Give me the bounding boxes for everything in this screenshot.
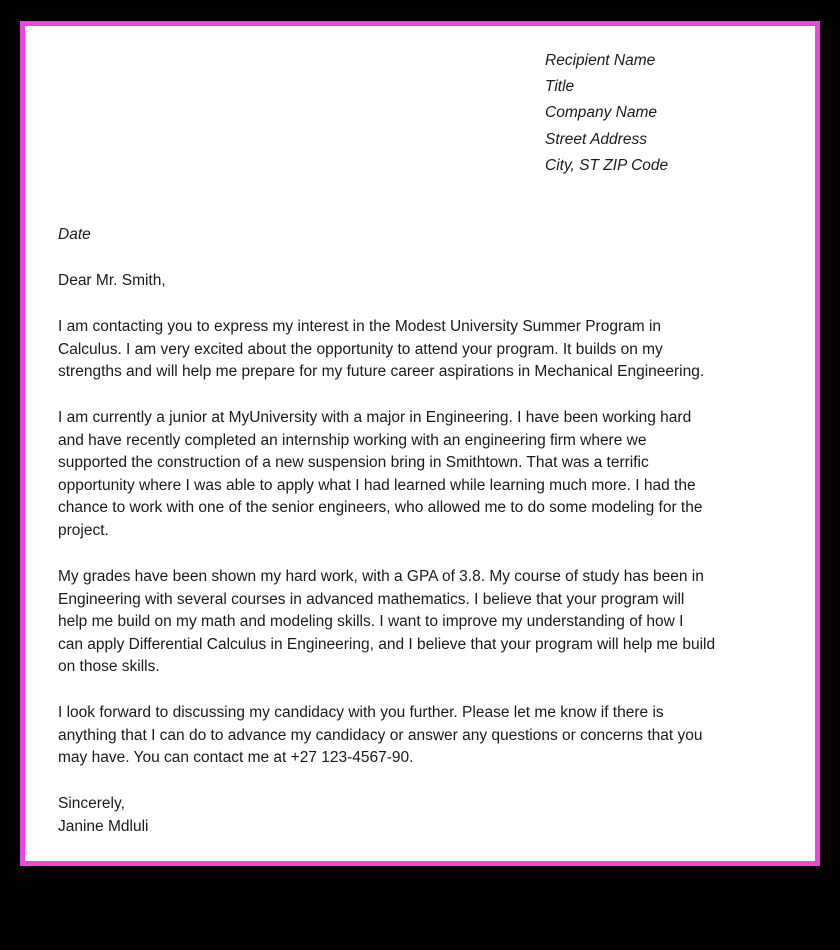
recipient-title: Title bbox=[545, 78, 575, 96]
paragraph-line: I am currently a junior at MyUniversity with a major in Engineering. I have been working hard bbox=[58, 409, 692, 426]
paragraph-line: I am contacting you to express my interest in the Modest University Summer Program in bbox=[58, 318, 662, 335]
recipient-city-state-zip: City, ST ZIP Code bbox=[545, 156, 669, 174]
paragraph-line: opportunity where I was able to apply what I had learned while learning much more. I had the bbox=[58, 476, 696, 494]
signature-name: Janine Mdluli bbox=[58, 817, 149, 835]
paragraph-line: anything that I can do to advance my candidacy or answer any questions or concerns that you bbox=[58, 726, 703, 744]
recipient-company: Company Name bbox=[545, 104, 657, 122]
paragraph-line: can apply Differential Calculus in Engineering, and I believe that your program will help me build bbox=[58, 635, 716, 653]
paragraph-line: Engineering with several courses in advanced mathematics. I believe that your program will bbox=[58, 590, 685, 608]
paragraph-line: project. bbox=[58, 521, 109, 539]
body-paragraph-1 bbox=[58, 316, 798, 384]
recipient-address-block bbox=[545, 48, 668, 179]
paragraph-line: I look forward to discussing my candidacy with you further. Please let me know if there is bbox=[58, 704, 664, 721]
paragraph-line: Calculus. I am very excited about the opportunity to attend your program. It builds on my bbox=[58, 340, 663, 358]
letter-frame bbox=[20, 21, 820, 866]
body-paragraph-4 bbox=[58, 702, 798, 770]
salutation: Dear Mr. Smith, bbox=[58, 272, 166, 289]
letter-page bbox=[25, 26, 815, 861]
recipient-street: Street Address bbox=[545, 130, 647, 148]
body-paragraph-3 bbox=[58, 566, 798, 679]
letter-closing bbox=[58, 793, 148, 838]
paragraph-line: chance to work with one of the senior engineers, who allowed me to do some modeling for the bbox=[58, 499, 703, 517]
paragraph-line: strengths and will help me prepare for my future career aspirations in Mechanical Engineering. bbox=[58, 363, 705, 381]
paragraph-line: and have recently completed an internship working with an engineering firm where we bbox=[58, 431, 647, 449]
paragraph-line: My grades have been shown my hard work, with a GPA of 3.8. My course of study has been in bbox=[58, 568, 704, 585]
body-paragraph-2 bbox=[58, 407, 798, 543]
paragraph-line: help me build on my math and modeling skills. I want to improve my understanding of how I bbox=[58, 613, 684, 631]
valediction: Sincerely, bbox=[58, 795, 125, 812]
paragraph-line: on those skills. bbox=[58, 658, 160, 676]
recipient-name: Recipient Name bbox=[545, 52, 656, 69]
paragraph-line: supported the construction of a new suspension bring in Smithtown. That was a terrific bbox=[58, 454, 649, 472]
letter-date: Date bbox=[58, 226, 91, 243]
paragraph-line: may have. You can contact me at +27 123-4567-90. bbox=[58, 749, 414, 767]
